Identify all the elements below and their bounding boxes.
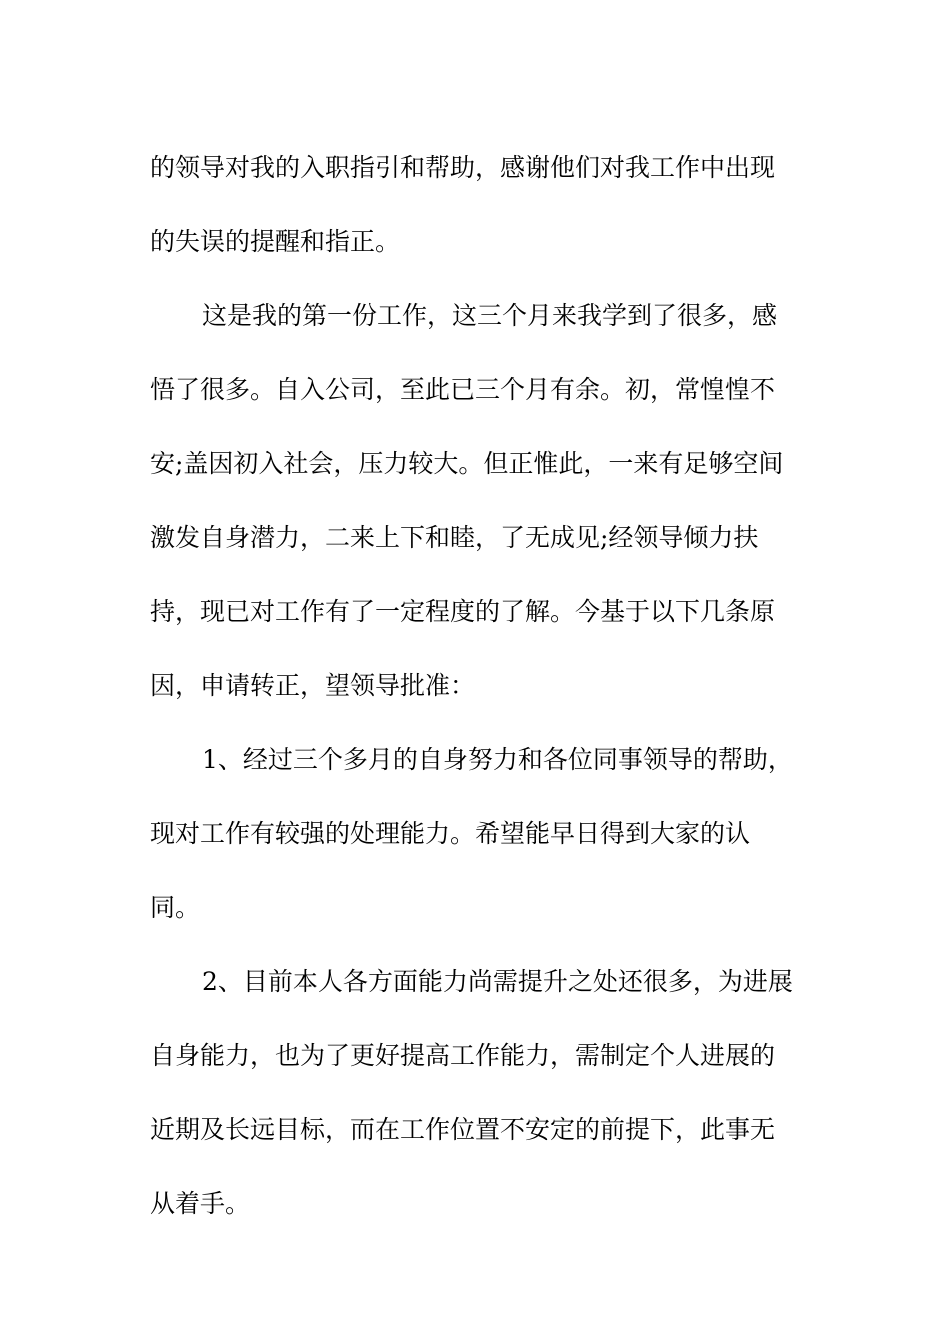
text-line-15: 从着手。 [150,1189,251,1218]
text-line-13: 自身能力，也为了更好提高工作能力，需制定个人进展的 [150,1041,776,1070]
text-line-5: 安;盖因初入社会，压力较大。但正惟此，一来有足够空间 [150,449,784,478]
text-line-12: 2、目前本人各方面能力尚需提升之处还很多，为进展 [202,967,793,996]
document-body [150,131,810,1241]
text-line-8: 因，申请转正，望领导批准： [150,671,476,700]
text-line-9: 1、经过三个多月的自身努力和各位同事领导的帮助， [202,745,793,774]
text-line-10: 现对工作有较强的处理能力。希望能早日得到大家的认 [150,819,751,848]
text-line-6: 激发自身潜力，二来上下和睦，了无成见;经领导倾力扶 [150,523,759,552]
text-line-3: 这是我的第一份工作，这三个月来我学到了很多，感 [202,301,778,330]
text-line-11: 同。 [150,893,201,922]
text-line-1: 的领导对我的入职指引和帮助，感谢他们对我工作中出现 [150,153,776,182]
text-line-14: 近期及长远目标，而在工作位置不安定的前提下，此事无 [150,1115,776,1144]
text-line-2: 的失误的提醒和指正。 [150,227,401,256]
text-line-7: 持，现已对工作有了一定程度的了解。今基于以下几条原 [150,597,776,626]
text-line-4: 悟了很多。自入公司，至此已三个月有余。初，常惶惶不 [150,375,776,404]
